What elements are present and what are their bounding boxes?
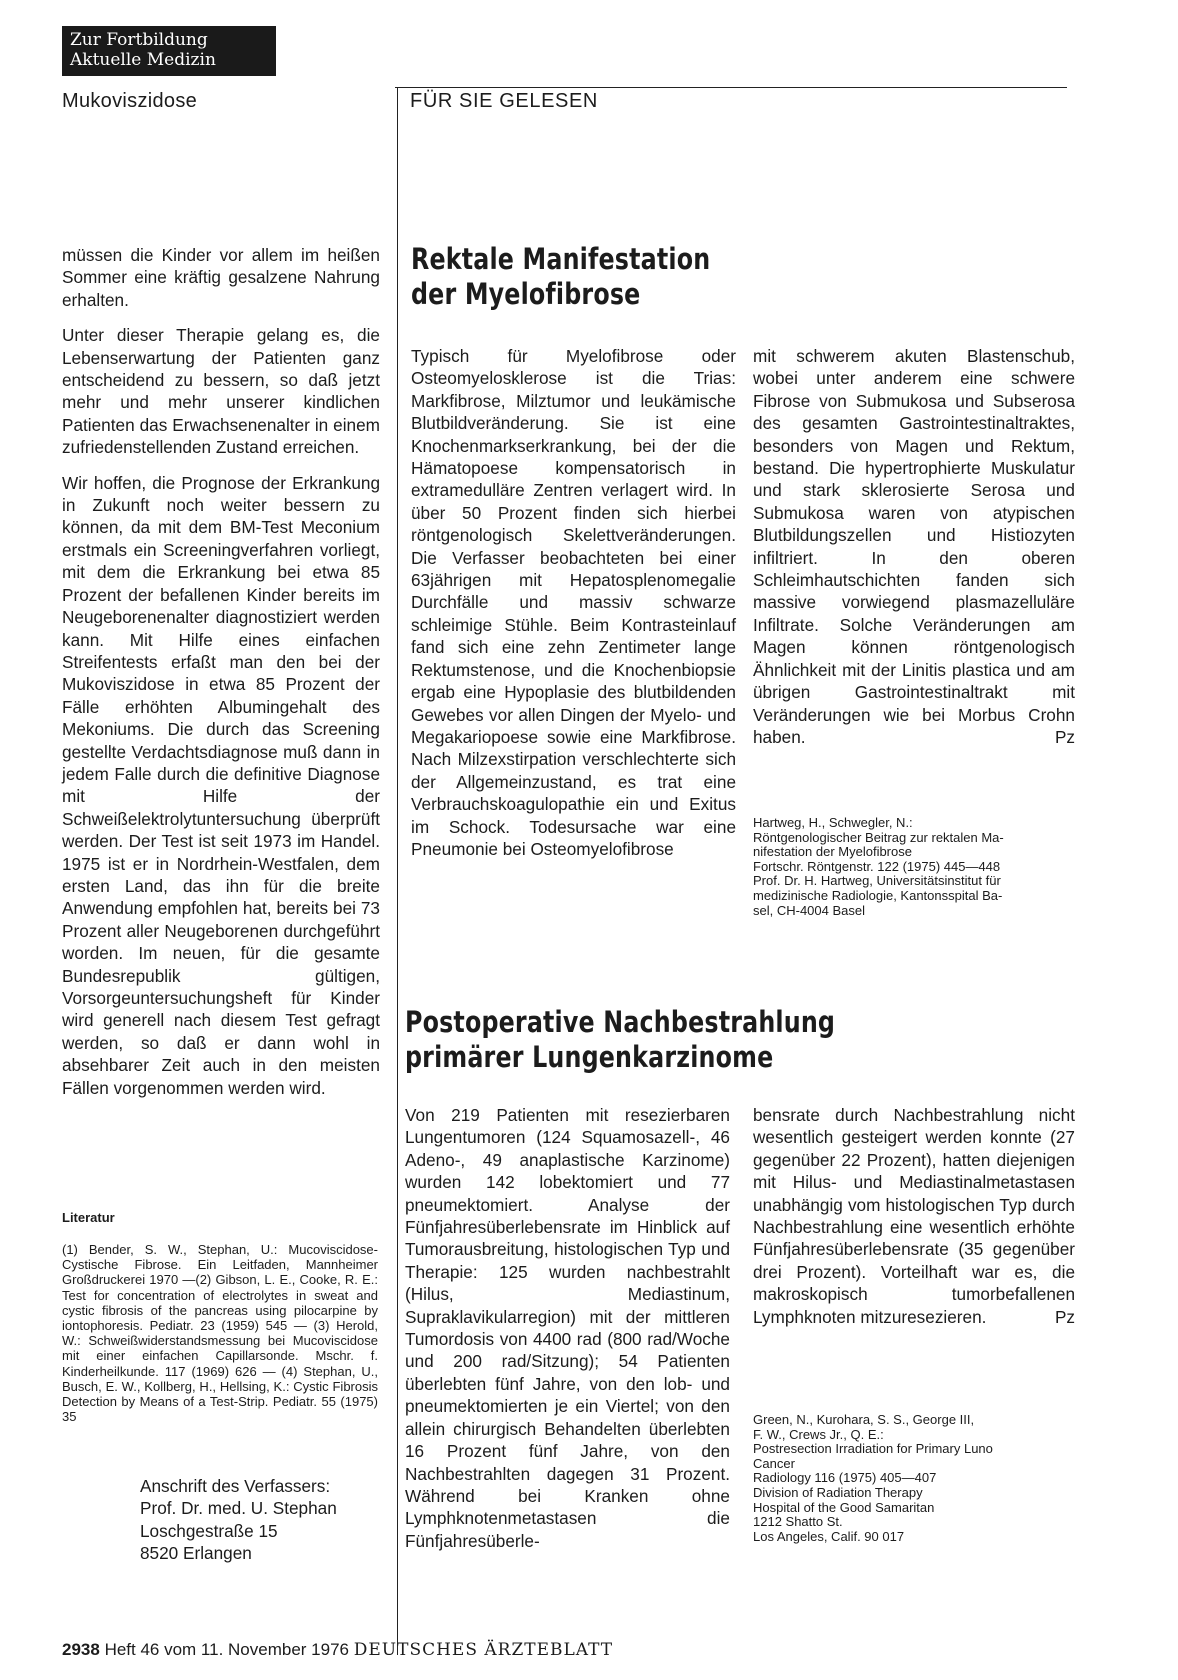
header-right: FÜR SIE GELESEN [410, 90, 598, 112]
badge-line-2: Aktuelle Medizin [70, 50, 216, 70]
article-1-title-line-2: der Myelofibrose [411, 277, 641, 311]
reference-line: medizinische Radiologie, Kantonsspital Ba- [753, 887, 1003, 903]
page-footer [62, 1640, 613, 1660]
article-2-reference [753, 1413, 1078, 1544]
author-address [140, 1475, 385, 1565]
paragraph: müssen die Kinder vor allem im heißen Sommer eine kräftig gesalzene Nahrung erhalten. [62, 245, 380, 310]
reference-line: Hartweg, H., Schwegler, N.: [753, 815, 913, 830]
address-label: Anschrift des Verfassers: [140, 1476, 331, 1496]
column-divider [397, 87, 398, 1655]
article-2-text-left: Von 219 Patienten mit resezierbaren Lungentumoren (124 Squamosazell-, 46 Adeno-, 49 anaplastische Karzinome) wurden 142 lobektomiert und 77 pneumektomiert. Analyse der Fünfjahresüberlebensrate im Hinblick auf Tumorausbreitung, histologischen Typ und Therapie: 125 wurden nachbestrahlt (Hilus, Mediastinum, Supraklavikularregion) mit der mittleren Tumordosis von 4400 rad (800 rad/Woche und 200 rad/Sitzung); 54 Patienten überlebten fünf Jahre, von den lob- und pneumektomierten je ein Viertel; von den allein chirurgisch Behandelten überlebten 16 Prozent fünf Jahre, von den Nachbestrahlten dagegen 31 Prozent. Während bei Kranken ohne Lymphknotenmetastasen die Fünfjahresüberle- [405, 1105, 730, 1551]
paragraph: Wir hoffen, die Prognose der Erkrankung in Zukunft noch weiter bessern zu können, da mit dem BM-Test Meconium erstmals ein Screeningverfahren vorliegt, mit dem die Erkrankung bei etwa 85 Prozent der befallenen Kinder bereits im Neugeborenenalter diagnostiziert werden kann. Mit Hilfe eines einfachen Streifentests erfaßt man den bei der Mukoviszidose in etwa 85 Prozent der Fälle erhöhten Albumingehalt des Mekoniums. Die durch das Screening gestellte Verdachtsdiagnose muß dann in jedem Falle durch die definitive Diagnose mit Hilfe der Schweißelektrolytuntersuchung überprüft werden. Der Test ist seit 1973 im Handel. 1975 ist er in Nordrhein-Westfalen, dem ersten Land, das ihn für die breite Anwendung empfohlen hat, bereits bei 73 Prozent aller Neugeborenen durchgeführt worden. Im neuen, für die gesamte Bundesrepublik gültigen, Vorsorgeuntersuchungsheft für Kinder wird generell nach diesem Test gefragt werden, so daß er dann wohl in absehbarer Zeit auch in den meisten Fällen vorgenommen werden wird. [62, 472, 380, 1098]
article-1-text-right [753, 345, 1075, 748]
reference-line: sel, CH-4004 Basel [753, 902, 865, 918]
reference-line: Division of Radiation Therapy [753, 1484, 923, 1500]
reference-line: Green, N., Kurohara, S. S., George III, [753, 1412, 975, 1427]
reference-line: Postresection Irradiation for Primary Luno [753, 1441, 993, 1457]
article-2-title [405, 1005, 835, 1075]
article-2-title-line-2: primärer Lungenkarzinome [405, 1040, 774, 1074]
article-1-text-left: Typisch für Myelofibrose oder Osteomyelosklerose ist die Trias: Markfibrose, Milztumor und leukämische Blutbildveränderung. Sie ist eine Knochenmarkserkrankung, bei der die Hämatopoese kompensatorisch in extramedulläre Zentren verlagert wird. In über 50 Prozent finden sich hierbei röntgenologisch Skelettveränderungen. Die Verfasser beobachteten bei einer 63jährigen mit Hepatosplenomegalie Durchfälle und massiv schwarze schleimige Stühle. Beim Kontrasteinlauf fand sich eine zehn Zentimeter lange Rektumstenose, und die Knochenbiopsie ergab eine Hypoplasie des blutbildenden Gewebes vor allen Dingen der Myelo- und Megakariopoese sowie eine Markfibrose. Nach Milzexstirpation verschlechterte sich der Allgemeinzustand, es trat eine Verbrauchskoagulopathie ein und Exitus im Schock. Todesursache war eine Pneumonie bei Osteomyelofibrose [411, 346, 736, 859]
paragraph: Unter dieser Therapie gelang es, die Lebenserwartung der Patienten ganz entscheidend zu bessern, so daß jetzt mehr und mehr unserer kindlichen Patienten das Erwachsenenalter in einem zufriedenstellenden Zustand erreichen. [62, 325, 380, 458]
reference-line: Prof. Dr. H. Hartweg, Universitätsinstitut für [753, 873, 1001, 889]
reference-line: Cancer [753, 1455, 795, 1471]
article-1-signature: Pz [1054, 726, 1075, 747]
section-badge [62, 26, 276, 76]
magazine-title: DEUTSCHES ÄRZTEBLATT [353, 1640, 614, 1660]
article-1-reference [753, 816, 1078, 918]
reference-line: 1212 Shatto St. [753, 1514, 843, 1530]
reference-line: Los Angeles, Calif. 90 017 [753, 1528, 905, 1544]
article-2-title-line-1: Postoperative Nachbestrahlung [405, 1005, 836, 1039]
article-2-text-right-body: bensrate durch Nachbestrahlung nicht wesentlich gesteigert werden konnte (27 gegenüber 22 Prozent), hatten diejenigen mit Hilus- und Mediastinalmetastasen unabhängig vom histologischen Typ durch Nachbestrahlung eine wesentlich erhöhte Fünfjahresüberlebensrate (35 gegenüber drei Prozent). Vorteilhaft war es, die makroskopisch tumorbefallenen Lymphknoten mitzuresezieren. [753, 1105, 1075, 1327]
reference-line: Fortschr. Röntgenstr. 122 (1975) 445—448 [753, 858, 1001, 874]
reference-line: Radiology 116 (1975) 405—407 [753, 1470, 937, 1486]
reference-line: nifestation der Myelofibrose [753, 844, 912, 860]
literature-heading: Literatur [62, 1210, 115, 1225]
reference-line: Hospital of the Good Samaritan [753, 1499, 935, 1515]
issue-info: Heft 46 vom 11. November 1976 [104, 1640, 349, 1659]
badge-line-1: Zur Fortbildung [70, 30, 208, 50]
address-city: 8520 Erlangen [140, 1543, 252, 1564]
page-number: 2938 [62, 1640, 100, 1659]
header-rule [395, 87, 1067, 88]
address-street: Loschgestraße 15 [140, 1520, 278, 1541]
article-2-signature: Pz [1054, 1306, 1075, 1327]
mukoviszidose-column [62, 244, 380, 1112]
article-2-text-right [753, 1104, 1075, 1328]
article-1-text-right-body: mit schwerem akuten Blastenschub, wobei unter anderem eine schwere Fibrose von Submukosa und Subserosa des gesamten Gastrointestinaltraktes, besonders von Magen und Rektum, bestand. Die hypertrophierte Muskulatur und stark sklerosierte Serosa und Submukosa waren von atypischen Blutbildungszellen und Histiozyten infiltriert. In den oberen Schleimhautschichten fanden sich massive vorwiegend plasmazelluläre Infiltrate. Solche Veränderungen am Magen können röntgenologisch Ähnlichkeit mit der Linitis plastica und am übrigen Gastrointestinaltrakt mit Veränderungen wie bei Morbus Crohn haben. [753, 346, 1075, 747]
reference-line: F. W., Crews Jr., Q. E.: [753, 1426, 884, 1442]
header-left: Mukoviszidose [62, 90, 198, 112]
literature-list: (1) Bender, S. W., Stephan, U.: Mucoviscidose-Cystische Fibrose. Ein Leitfaden, Mannheimer Großdruckerei 1970 —(2) Gibson, L. E., Cooke, R. E.: Test for concentration of electrolytes in sweat and cystic fibrosis of the pancreas using pilocarpine by iontophoresis. Pediatr. 23 (1959) 545 — (3) Herold, W.: Schweißwiderstandsmessung bei Mucoviscidose mit einer einfachen Capillarsonde. Mschr. f. Kinderheilkunde. 117 (1969) 626 — (4) Stephan, U., Busch, E. W., Kollberg, H., Hellsing, K.: Cystic Fibrosis Detection by Means of a Test-Strip. Pediatr. 55 (1975) 35 [62, 1242, 378, 1425]
article-1-title [411, 242, 710, 312]
address-name: Prof. Dr. med. U. Stephan [140, 1498, 337, 1519]
reference-line: Röntgenologischer Beitrag zur rektalen Ma- [753, 829, 1004, 845]
article-1-title-line-1: Rektale Manifestation [411, 242, 711, 276]
